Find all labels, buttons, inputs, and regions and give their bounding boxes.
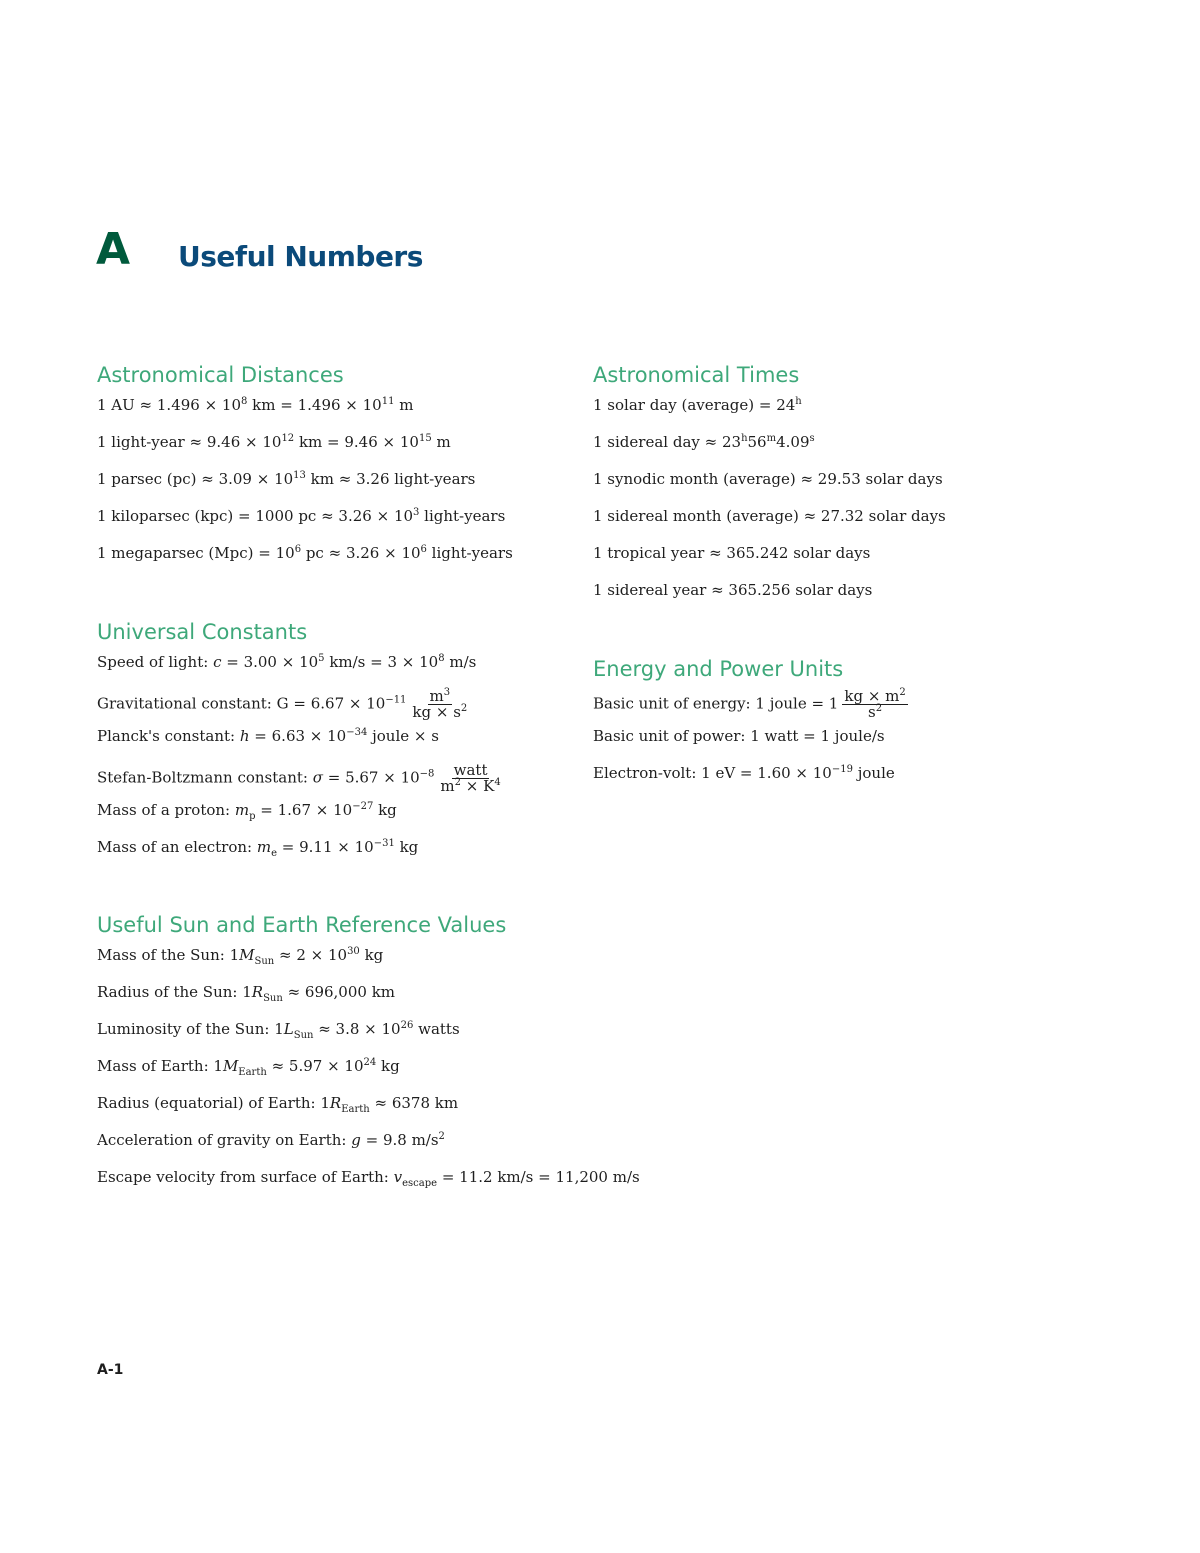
constant-proton-mass: Mass of a proton: $m_p = 1.67 \times 10^{-27}$ kg <box>97 801 397 822</box>
time-line-synodic-month: 1 synodic month (average) ≈ 29.53 solar days <box>593 470 943 488</box>
section-heading: Astronomical Distances <box>97 363 344 387</box>
chapter-title: Useful Numbers <box>178 240 423 273</box>
section-heading: Useful Sun and Earth Reference Values <box>97 913 507 937</box>
distance-line-au: 1 AU ≈ $1.496 \times 10^8$ km = $1.496 \times 10^{11}$ m <box>97 396 414 414</box>
constant-stefan-boltzmann: Stefan-Boltzmann constant: $\sigma = 5.67 \times 10^{-8}$ $\frac{\text{watt}}{m^2 \times K^4}$ <box>97 761 501 795</box>
constant-planck: Planck's constant: $h = 6.63 \times 10^{-34}$ joule × s <box>97 727 439 745</box>
electron-volt: Electron-volt: 1 eV = $1.60 \times 10^{-19}$ joule <box>593 764 895 782</box>
earth-mass: Mass of Earth: $1M_{Earth} \approx 5.97 \times 10^{24}$ kg <box>97 1057 400 1078</box>
fraction: $\frac{kg \times m^2}{s^2}$ <box>844 687 906 721</box>
fraction: $\frac{\text{watt}}{m^2 \times K^4}$ <box>440 761 501 795</box>
earth-gravity: Acceleration of gravity on Earth: g = 9.8 $m/s^2$ <box>97 1131 445 1149</box>
time-line-sidereal-day: 1 sidereal day ≈ $23^h56^m4.09^s$ <box>593 433 815 451</box>
section-heading: Energy and Power Units <box>593 657 844 681</box>
page-number: A-1 <box>97 1362 124 1378</box>
earth-radius: Radius (equatorial) of Earth: $1R_{Earth} \approx 6378$ km <box>97 1094 459 1115</box>
fraction: $\frac{m^3}{kg \times s^2}$ <box>412 687 468 721</box>
distance-line-kiloparsec: 1 kiloparsec (kpc) = 1000 pc ≈ $3.26 \times 10^3$ light-years <box>97 507 506 525</box>
earth-escape-velocity: Escape velocity from surface of Earth: $v_{escape} = 11.2$ km/s = 11,200 m/s <box>97 1168 640 1189</box>
sun-mass: Mass of the Sun: $1M_{Sun} \approx 2 \times 10^{30}$ kg <box>97 946 384 967</box>
time-line-sidereal-month: 1 sidereal month (average) ≈ 27.32 solar days <box>593 507 946 525</box>
section-heading: Universal Constants <box>97 620 308 644</box>
time-line-solar-day: 1 solar day (average) = $24^h$ <box>593 396 802 414</box>
constant-gravitational: Gravitational constant: $G = 6.67 \times 10^{-11}$ $\frac{m^3}{kg \times s^2}$ <box>97 687 468 721</box>
section-astronomical-times <box>593 365 946 617</box>
section-universal-constants <box>97 622 503 874</box>
section-sun-earth-values <box>97 915 640 1204</box>
distance-line-light-year: 1 light-year ≈ $9.46 \times 10^{12}$ km = $9.46 \times 10^{15}$ m <box>97 433 451 451</box>
distance-line-parsec: 1 parsec $(pc) \approx 3.09 \times 10^{13}$ km ≈ 3.26 light-years <box>97 470 476 488</box>
power-basic-unit: Basic unit of power: 1 watt = 1 joule/s <box>593 727 885 745</box>
sun-radius: Radius of the Sun: $1R_{Sun} \approx 696,000$ km <box>97 983 396 1004</box>
energy-basic-unit: Basic unit of energy: 1 joule = 1 $\frac{kg \times m^2}{s^2}$ <box>593 687 906 721</box>
constant-electron-mass: Mass of an electron: $m_e = 9.11 \times 10^{-31}$ kg <box>97 838 419 859</box>
time-line-sidereal-year: 1 sidereal year ≈ 365.256 solar days <box>593 581 873 599</box>
time-line-tropical-year: 1 tropical year ≈ 365.242 solar days <box>593 544 871 562</box>
distance-line-megaparsec: 1 megaparsec $(Mpc) = 10^6$ pc ≈ $3.26 \times 10^6$ light-years <box>97 544 513 562</box>
section-heading: Astronomical Times <box>593 363 800 387</box>
section-astronomical-distances <box>97 365 513 580</box>
section-energy-power-units <box>593 659 908 800</box>
sun-luminosity: Luminosity of the Sun: $1L_{Sun} \approx 3.8 \times 10^{26}$ watts <box>97 1020 460 1041</box>
chapter-letter: A <box>96 224 131 275</box>
constant-speed-of-light: Speed of light: $c = 3.00 \times 10^5$ $km/s = 3 \times 10^8$ m/s <box>97 653 477 671</box>
